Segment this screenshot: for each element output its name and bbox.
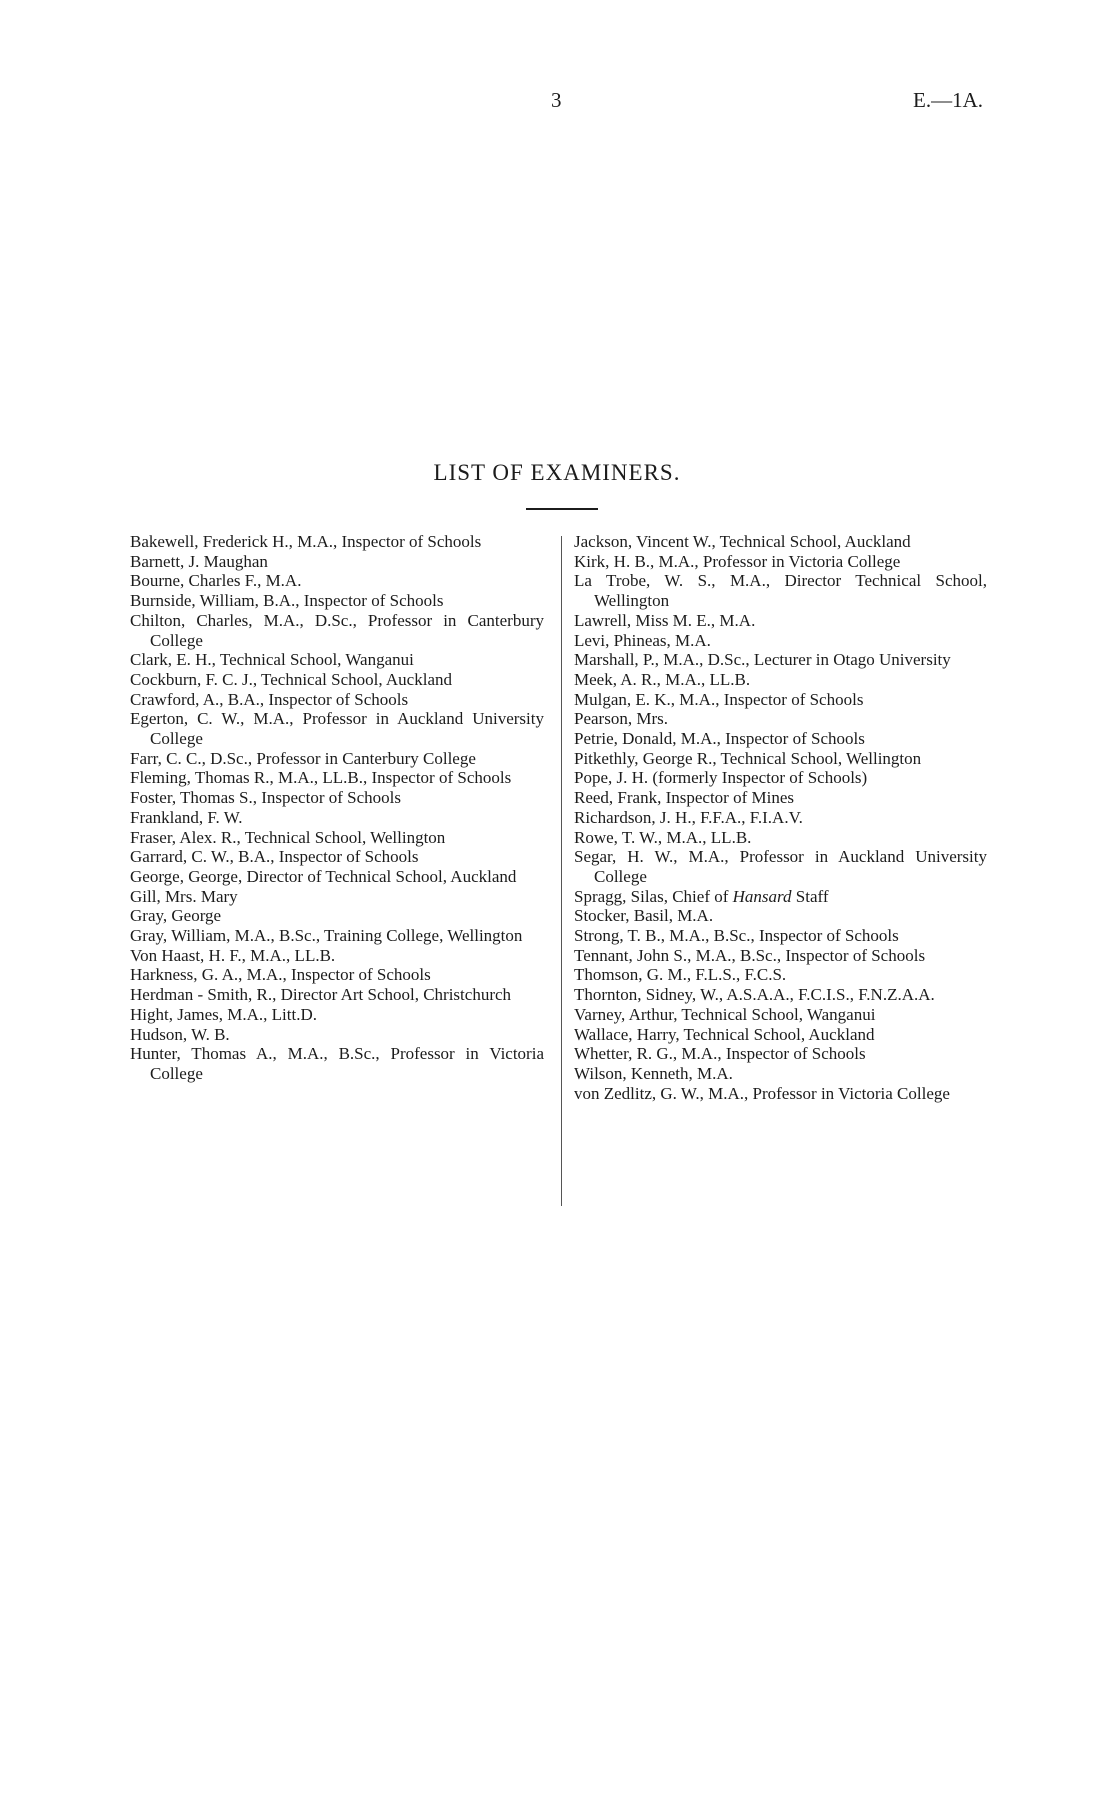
examiner-entry: Spragg, Silas, Chief of Hansard Staff [574, 886, 829, 906]
examiner-entry: La Trobe, W. S., M.A., Director Technical School, Wellington [574, 571, 987, 611]
examiner-entry: Frankland, F. W. [130, 807, 243, 827]
examiner-entry: Crawford, A., B.A., Inspector of Schools [130, 689, 409, 709]
examiner-entry: Thomson, G. M., F.L.S., F.C.S. [574, 965, 787, 985]
examiner-entry: Bakewell, Frederick H., M.A., Inspector of Schools [130, 532, 482, 551]
examiner-entry: Tennant, John S., M.A., B.Sc., Inspector of Schools [574, 945, 926, 965]
examiner-entry: Strong, T. B., M.A., B.Sc., Inspector of Schools [574, 926, 899, 946]
title-rule [526, 508, 598, 510]
examiner-entry: Farr, C. C., D.Sc., Professor in Canterbury College [130, 748, 476, 768]
examiner-entry: Foster, Thomas S., Inspector of Schools [130, 788, 401, 808]
examiner-entry: Rowe, T. W., M.A., LL.B. [574, 827, 752, 847]
examiner-entry: Pope, J. H. (formerly Inspector of Schools) [574, 768, 868, 788]
examiner-entry: Garrard, C. W., B.A., Inspector of Schools [130, 847, 419, 867]
examiner-entry: George, George, Director of Technical School, Auckland [130, 866, 517, 886]
page-title: LIST OF EXAMINERS. [433, 460, 681, 485]
examiner-entry: Lawrell, Miss M. E., M.A. [574, 610, 756, 630]
document-reference: E.—1A. [913, 88, 983, 112]
examiner-entry: Pitkethly, George R., Technical School, Wellington [574, 748, 922, 768]
examiner-entry: Cockburn, F. C. J., Technical School, Auckland [130, 669, 452, 689]
examiner-entry: Kirk, H. B., M.A., Professor in Victoria College [574, 551, 901, 571]
examiner-entry: Whetter, R. G., M.A., Inspector of Schools [574, 1044, 866, 1064]
examiner-entry: Marshall, P., M.A., D.Sc., Lecturer in Otago University [574, 650, 951, 670]
examiner-entry: Reed, Frank, Inspector of Mines [574, 788, 795, 808]
examiner-entry: Bourne, Charles F., M.A. [130, 571, 302, 591]
examiner-entry: Gray, George [130, 906, 222, 926]
column-divider [561, 536, 562, 1206]
left-column [130, 532, 544, 1084]
examiner-entry: Segar, H. W., M.A., Professor in Auckland University College [574, 847, 987, 886]
examiner-entry: Herdman - Smith, R., Director Art School, Christchurch [130, 985, 512, 1005]
examiner-entry: Chilton, Charles, M.A., D.Sc., Professor in Canterbury College [130, 610, 544, 650]
examiner-entry: Petrie, Donald, M.A., Inspector of Schools [574, 729, 865, 749]
examiner-entry: Egerton, C. W., M.A., Professor in Auckland University College [130, 709, 544, 749]
examiner-entry: Varney, Arthur, Technical School, Wanganui [574, 1004, 876, 1024]
examiner-entry: Meek, A. R., M.A., LL.B. [574, 669, 751, 689]
examiner-entry: Harkness, G. A., M.A., Inspector of Schools [130, 965, 431, 985]
examiner-entry: Pearson, Mrs. [574, 709, 668, 729]
examiner-entry: Mulgan, E. K., M.A., Inspector of Schools [574, 689, 864, 709]
examiner-entry: Thornton, Sidney, W., A.S.A.A., F.C.I.S., F.N.Z.A.A. [574, 985, 935, 1005]
examiner-entry: Fraser, Alex. R., Technical School, Wellington [130, 827, 446, 847]
examiner-entry: Von Haast, H. F., M.A., LL.B. [130, 945, 336, 965]
examiner-entry: von Zedlitz, G. W., M.A., Professor in Victoria College [574, 1083, 950, 1103]
examiner-entry: Hunter, Thomas A., M.A., B.Sc., Professor in Victoria College [130, 1044, 544, 1083]
examiner-entry: Barnett, J. Maughan [130, 551, 268, 571]
examiner-entry: Hight, James, M.A., Litt.D. [130, 1004, 317, 1024]
examiner-entry: Hudson, W. B. [130, 1024, 230, 1044]
examiner-entry: Gray, William, M.A., B.Sc., Training College, Wellington [130, 926, 523, 946]
examiner-entry: Clark, E. H., Technical School, Wanganui [130, 650, 414, 670]
right-column [574, 532, 987, 1103]
examiner-entry: Wilson, Kenneth, M.A. [574, 1063, 733, 1083]
examiner-entry: Stocker, Basil, M.A. [574, 906, 714, 926]
examiner-entry: Gill, Mrs. Mary [130, 886, 238, 906]
examiner-entry: Fleming, Thomas R., M.A., LL.B., Inspector of Schools [130, 768, 512, 788]
examiner-entry: Richardson, J. H., F.F.A., F.I.A.V. [574, 807, 803, 827]
examiner-entry: Wallace, Harry, Technical School, Auckland [574, 1024, 875, 1044]
examiner-entry: Burnside, William, B.A., Inspector of Schools [130, 591, 444, 611]
examiner-entry: Jackson, Vincent W., Technical School, Auckland [574, 532, 911, 551]
examiner-entry: Levi, Phineas, M.A. [574, 630, 711, 650]
page-number: 3 [551, 88, 562, 112]
